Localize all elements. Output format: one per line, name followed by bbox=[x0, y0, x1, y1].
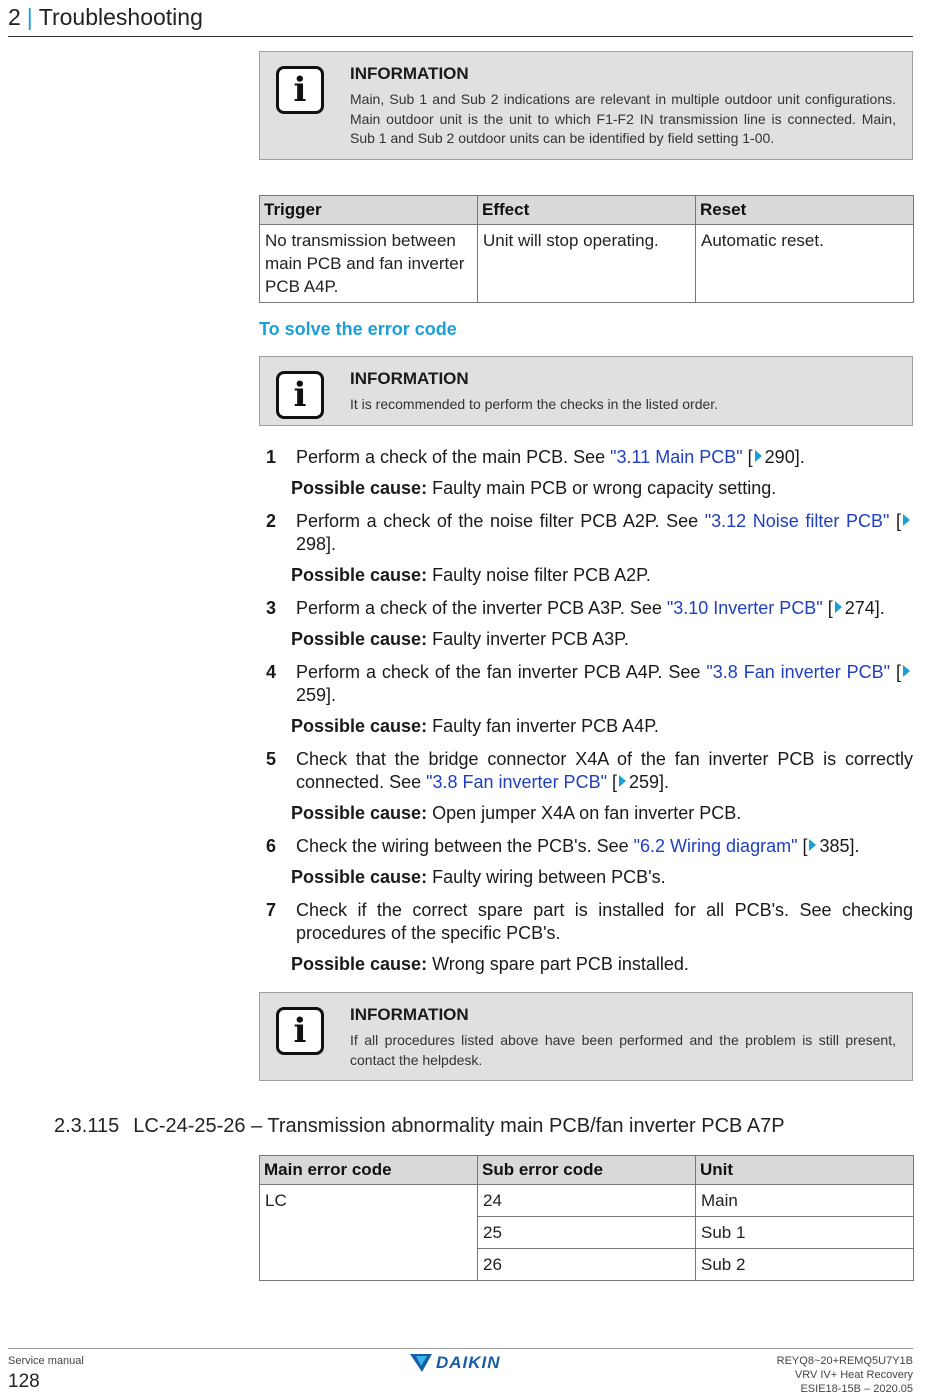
page-header bbox=[8, 4, 203, 31]
page-reference: 259 bbox=[296, 685, 327, 705]
step-text: Check the wiring between the PCB's. See "6.2 Wiring diagram" [ 385]. bbox=[296, 836, 860, 856]
info-body: If all procedures listed above have been performed and the problem is still present, contact the helpdesk. bbox=[350, 1032, 896, 1068]
step-text: Perform a check of the noise filter PCB A2P. See "3.12 Noise filter PCB" [298]. bbox=[296, 510, 913, 556]
step-text: Check if the correct spare part is installed for all PCB's. See checking procedures of the specific PCB's. bbox=[296, 900, 913, 943]
table-row bbox=[260, 1185, 914, 1217]
cross-reference-link[interactable]: "3.10 Inverter PCB" bbox=[666, 598, 823, 618]
chapter-number: 2 bbox=[8, 4, 21, 30]
section-number: 2.3.115 bbox=[54, 1115, 120, 1137]
trigger-effect-table bbox=[259, 195, 914, 303]
cross-reference-link[interactable]: "3.8 Fan inverter PCB" bbox=[426, 772, 607, 792]
info-body: It is recommended to perform the checks in the listed order. bbox=[350, 396, 719, 412]
cross-reference-link[interactable]: "3.8 Fan inverter PCB" bbox=[706, 662, 891, 682]
page-reference: 298 bbox=[296, 534, 327, 554]
header-separator: | bbox=[26, 4, 33, 30]
possible-cause: Possible cause: Faulty main PCB or wrong capacity setting. bbox=[291, 478, 777, 498]
model-code: REYQ8~20+REMQ5U7Y1B bbox=[776, 1355, 913, 1367]
list-item bbox=[259, 835, 913, 889]
possible-cause: Possible cause: Faulty fan inverter PCB A4P. bbox=[291, 716, 659, 736]
page-arrow-icon bbox=[835, 601, 842, 613]
page-arrow-icon bbox=[903, 665, 910, 677]
page-reference: 259 bbox=[628, 772, 660, 792]
table-cell: 25 bbox=[478, 1217, 696, 1249]
possible-cause: Possible cause: Faulty wiring between PCB's. bbox=[291, 867, 666, 887]
table-cell: Automatic reset. bbox=[696, 225, 914, 303]
footer-rule bbox=[8, 1348, 913, 1349]
info-body: Main, Sub 1 and Sub 2 indications are relevant in multiple outdoor unit configurations. Main outdoor unit is the unit to which F1-F2 IN transmission line is connected. Main, Sub 1 and Sub 2 outdoor units can be identified by field setting 1-00. bbox=[350, 91, 896, 146]
step-number: 2 bbox=[266, 511, 277, 531]
daikin-logo-mark-icon bbox=[408, 1352, 434, 1374]
table-cell: Sub 1 bbox=[696, 1217, 914, 1249]
table-row bbox=[260, 225, 914, 303]
column-header: Reset bbox=[696, 196, 914, 225]
step-number: 6 bbox=[266, 836, 277, 856]
document-id: ESIE18-15B – 2020.05 bbox=[800, 1383, 913, 1395]
table-cell: Main bbox=[696, 1185, 914, 1217]
step-text: Perform a check of the fan inverter PCB A4P. See "3.8 Fan inverter PCB" [259]. bbox=[296, 661, 913, 707]
step-text: Check that the bridge connector X4A of the fan inverter PCB is correctly connected. See "3.8 Fan inverter PCB" [ 259]. bbox=[296, 749, 913, 792]
page-arrow-icon bbox=[755, 450, 762, 462]
section-title: LC-24-25-26 – Transmission abnormality main PCB/fan inverter PCB A7P bbox=[133, 1115, 785, 1137]
information-box bbox=[259, 51, 913, 160]
info-icon: i bbox=[276, 371, 324, 419]
list-item bbox=[259, 597, 913, 651]
solve-heading: To solve the error code bbox=[259, 319, 457, 339]
page-number: 128 bbox=[8, 1371, 40, 1392]
cross-reference-link[interactable]: "3.12 Noise filter PCB" bbox=[704, 511, 890, 531]
step-number: 4 bbox=[266, 662, 277, 682]
step-text: Perform a check of the main PCB. See "3.11 Main PCB" [ 290]. bbox=[296, 447, 805, 467]
list-item bbox=[259, 748, 913, 825]
table-cell: 24 bbox=[478, 1185, 696, 1217]
table-header-row bbox=[260, 1156, 914, 1185]
table-cell: LC bbox=[260, 1185, 478, 1281]
info-title: INFORMATION bbox=[350, 1005, 469, 1024]
column-header: Effect bbox=[478, 196, 696, 225]
column-header: Unit bbox=[696, 1156, 914, 1185]
page-reference: 274 bbox=[844, 598, 875, 618]
table-cell: 26 bbox=[478, 1249, 696, 1281]
info-icon: i bbox=[276, 66, 324, 114]
info-title: INFORMATION bbox=[350, 369, 469, 388]
step-number: 7 bbox=[266, 900, 277, 920]
header-rule bbox=[8, 36, 913, 37]
list-item bbox=[259, 446, 913, 500]
error-code-table bbox=[259, 1155, 914, 1281]
list-item bbox=[259, 899, 913, 976]
check-steps-list bbox=[259, 446, 913, 986]
column-header: Trigger bbox=[260, 196, 478, 225]
page-arrow-icon bbox=[619, 775, 626, 787]
daikin-logo bbox=[408, 1352, 501, 1374]
footer-document-info bbox=[777, 1354, 913, 1396]
column-header: Main error code bbox=[260, 1156, 478, 1185]
document-type: Service manual bbox=[8, 1355, 84, 1367]
possible-cause: Possible cause: Faulty noise filter PCB A2P. bbox=[291, 565, 651, 585]
information-box bbox=[259, 992, 913, 1081]
info-icon: i bbox=[276, 1007, 324, 1055]
step-number: 1 bbox=[266, 447, 277, 467]
table-cell: No transmission between main PCB and fan inverter PCB A4P. bbox=[260, 225, 478, 303]
possible-cause: Possible cause: Wrong spare part PCB installed. bbox=[291, 954, 689, 974]
column-header: Sub error code bbox=[478, 1156, 696, 1185]
cross-reference-link[interactable]: "6.2 Wiring diagram" bbox=[633, 836, 798, 856]
possible-cause: Possible cause: Faulty inverter PCB A3P. bbox=[291, 629, 629, 649]
chapter-title: Troubleshooting bbox=[38, 4, 203, 30]
page-arrow-icon bbox=[809, 839, 816, 851]
page-arrow-icon bbox=[903, 514, 910, 526]
step-text: Perform a check of the inverter PCB A3P. See "3.10 Inverter PCB" [ 274]. bbox=[296, 598, 885, 618]
step-number: 5 bbox=[266, 749, 277, 769]
list-item bbox=[259, 661, 913, 738]
page-reference: 290 bbox=[764, 447, 795, 467]
brand-name: DAIKIN bbox=[436, 1353, 501, 1372]
list-item bbox=[259, 510, 913, 587]
possible-cause: Possible cause: Open jumper X4A on fan inverter PCB. bbox=[291, 803, 742, 823]
info-title: INFORMATION bbox=[350, 64, 469, 83]
cross-reference-link[interactable]: "3.11 Main PCB" bbox=[610, 447, 743, 467]
product-name: VRV IV+ Heat Recovery bbox=[794, 1369, 913, 1381]
table-cell: Unit will stop operating. bbox=[478, 225, 696, 303]
section-heading bbox=[54, 1115, 785, 1138]
information-box bbox=[259, 356, 913, 426]
step-number: 3 bbox=[266, 598, 277, 618]
page-reference: 385 bbox=[819, 836, 850, 856]
table-cell: Sub 2 bbox=[696, 1249, 914, 1281]
table-header-row bbox=[260, 196, 914, 225]
